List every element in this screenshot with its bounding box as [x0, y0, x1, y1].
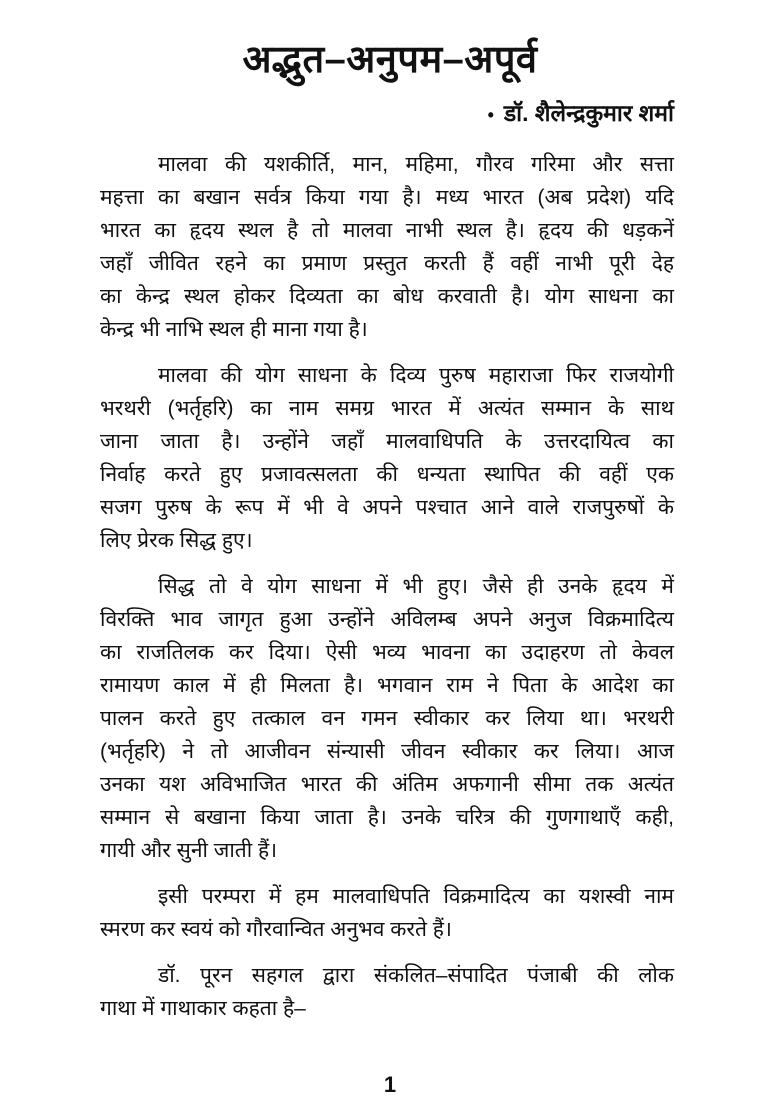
text-line: रामायण काल में ही मिलता है। भगवान राम ने पिता के आदेश का [100, 674, 674, 697]
author-name: डॉ. शैलेन्द्रकुमार शर्मा [503, 100, 674, 126]
bullet-icon: • [487, 104, 494, 125]
text-line: गायी और सुनी जाती हैं। [100, 839, 278, 862]
paragraph-2 [100, 359, 674, 557]
text-line: का केन्द्र स्थल होकर दिव्यता का बोध करवाती है। योग साधना का [100, 285, 674, 308]
text-line: निर्वाह करते हुए प्रजावत्सलता की धन्यता स्थापित की वहीं एक [100, 463, 674, 486]
text-line: केन्द्र भी नाभि स्थल ही माना गया है। [100, 318, 368, 341]
paragraph-3 [100, 570, 674, 867]
article-body [100, 148, 674, 1038]
text-line: स्मरण कर स्वयं को गौरवान्वित अनुभव करते हैं। [100, 918, 452, 941]
text-line: पालन करते हुए तत्काल वन गमन स्वीकार कर लिया था। भरथरी [100, 707, 674, 730]
text-line: गाथा में गाथाकार कहता है– [100, 997, 306, 1020]
page-number: 1 [383, 1072, 397, 1097]
text-line: सम्मान से बखाना किया जाता है। उनके चरित्र की गुणगाथाएँ कही, [100, 806, 674, 829]
text-line: विरक्ति भाव जागृत हुआ उन्होंने अविलम्ब अपने अनुज विक्रमादित्य [100, 608, 674, 631]
text-line: भारत का हृदय स्थल है तो मालवा नाभी स्थल है। हृदय की धड़कनें [100, 219, 674, 242]
text-line: मालवा की योग साधना के दिव्य पुरुष महाराजा फिर राजयोगी [158, 364, 674, 387]
text-line: लिए प्रेरक सिद्ध हुए। [100, 529, 253, 552]
text-line: उनका यश अविभाजित भारत की अंतिम अफगानी सीमा तक अत्यंत [100, 773, 674, 796]
text-line: जहाँ जीवित रहने का प्रमाण प्रस्तुत करती हैं वहीं नाभी पूरी देह [100, 252, 674, 275]
text-line: जाना जाता है। उन्होंने जहाँ मालवाधिपति के उत्तरदायित्व का [100, 430, 674, 453]
text-line: इसी परम्परा में हम मालवाधिपति विक्रमादित्य का यशस्वी नाम [158, 885, 674, 908]
text-line: सिद्ध तो वे योग साधना में भी हुए। जैसे ही उनके हृदय में [158, 575, 674, 598]
text-line: (भर्तृहरि) ने तो आजीवन संन्यासी जीवन स्वीकार कर लिया। आज [100, 740, 674, 763]
page-title: अद्भुत–अनुपम–अपूर्व [242, 39, 538, 81]
paragraph-5 [100, 959, 674, 1025]
author-byline [488, 98, 674, 130]
paragraph-4 [100, 880, 674, 946]
paragraph-1 [100, 148, 674, 346]
text-line: मालवा की यशकीर्ति, मान, महिमा, गौरव गरिमा और सत्ता [158, 153, 674, 176]
text-line: महत्ता का बखान सर्वत्र किया गया है। मध्य भारत (अब प्रदेश) यदि [100, 186, 674, 209]
text-line: का राजतिलक कर दिया। ऐसी भव्य भावना का उदाहरण तो केवल [100, 641, 674, 664]
text-line: डॉ. पूरन सहगल द्वारा संकलित–संपादित पंजाबी की लोक [158, 964, 674, 987]
text-line: भरथरी (भर्तृहरि) का नाम समग्र भारत में अत्यंत सम्मान के साथ [100, 397, 674, 420]
text-line: सजग पुरुष के रूप में भी वे अपने पश्चात आने वाले राजपुरुषों के [100, 496, 674, 519]
